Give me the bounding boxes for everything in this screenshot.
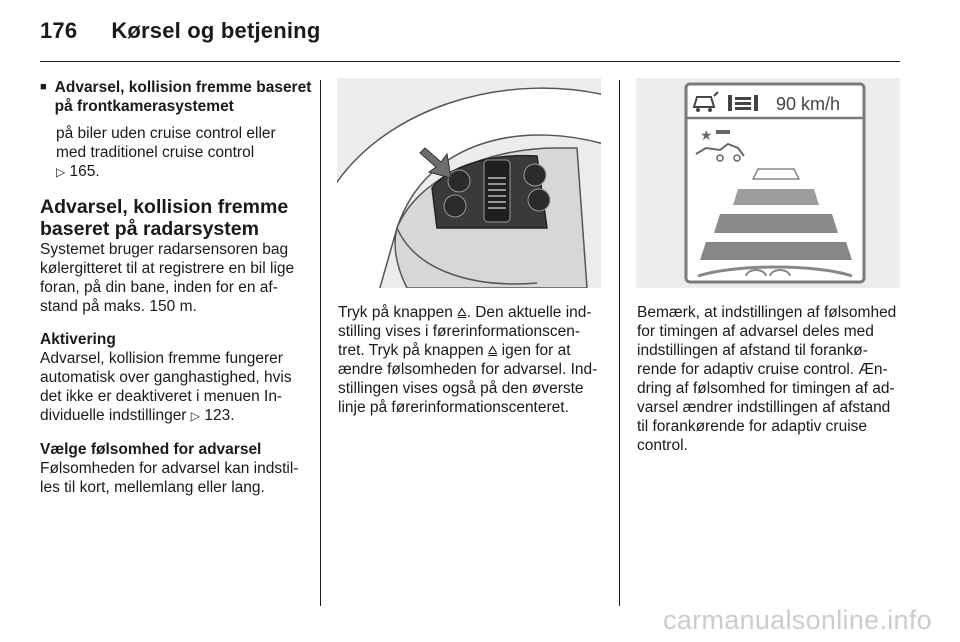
- text-line: rende for adaptiv cruise control. Æn-: [637, 361, 888, 378]
- reference-page[interactable]: 123.: [204, 407, 235, 424]
- text-line: indstillingen af afstand til forankø-: [637, 342, 868, 359]
- steering-wheel-illustration: [337, 78, 601, 288]
- intro-paragraph: [40, 240, 312, 316]
- text-line: det ikke er deaktiveret i menuen In-: [40, 388, 283, 405]
- speed-readout: 90 km/h: [776, 94, 841, 114]
- text-line: control.: [637, 437, 688, 454]
- activation-paragraph: [40, 349, 312, 426]
- column-3-text: [637, 303, 917, 455]
- text-line: Bemærk, at indstillingen af følsomhed: [637, 304, 897, 321]
- text-line: dring af følsomhed for timingen af ad-: [637, 380, 895, 397]
- bullet-title: Advarsel, kollision fremme baseret på frontkamerasystemet: [54, 79, 312, 115]
- triangle-right-icon: ▷: [190, 409, 201, 423]
- page-reference[interactable]: [56, 162, 312, 182]
- page-number: 176: [40, 18, 78, 43]
- sensitivity-paragraph: [40, 459, 312, 497]
- text-fragment: dividuelle indstillinger: [40, 407, 187, 424]
- text-line: for timingen af advarsel deles med: [637, 323, 874, 340]
- text-line: Tryk på knappen ⩠. Den aktuelle ind-: [338, 304, 592, 321]
- column-1: [40, 78, 312, 497]
- text-line: stilling vises i førerinformationscen-: [338, 323, 581, 340]
- driver-info-display-illustration: [636, 78, 900, 288]
- sensitivity-heading: Vælge følsomhed for advarsel: [40, 441, 262, 458]
- text-line: til forankørende for adaptiv cruise: [637, 418, 868, 435]
- text-line-with-reference: [40, 406, 312, 426]
- triangle-right-icon: ▷: [56, 165, 66, 179]
- page-title: Kørsel og betjening: [111, 18, 321, 43]
- column-2-text: [338, 303, 610, 417]
- square-bullet-icon: ■: [40, 81, 47, 93]
- svg-text:★: ★: [700, 127, 713, 143]
- header-rule: [40, 61, 900, 62]
- text-line: linje på førerinformationscenteret.: [338, 399, 569, 416]
- text-line: Følsomheden for advarsel kan indstil-: [40, 460, 299, 477]
- text-line: varsel ændrer indstillingen af afstand: [637, 399, 891, 416]
- page-header: [40, 18, 320, 44]
- section-title-line: Advarsel, kollision fremme: [40, 196, 289, 218]
- text-line: automatisk over ganghastighed, hvis: [40, 369, 292, 386]
- section-title: [40, 196, 312, 240]
- text-line: på biler uden cruise control eller: [56, 125, 276, 142]
- text-line: kølergitteret til at registrere en bil lige: [40, 260, 295, 277]
- text-line: ændre følsomheden for advarsel. Ind-: [338, 361, 598, 378]
- text-line: stand på maks. 150 m.: [40, 298, 197, 315]
- steering-wheel-figure: [337, 78, 601, 288]
- text-line: stillingen vises også på den øverste: [338, 380, 584, 397]
- text-line: tret. Tryk på knappen ⩠ igen for at: [338, 342, 571, 359]
- activation-heading: Aktivering: [40, 331, 116, 348]
- bullet-body: [40, 124, 312, 182]
- column-divider-1: [320, 80, 321, 606]
- site-watermark: carmanualsonline.info: [663, 605, 932, 635]
- bullet-heading: [40, 78, 312, 116]
- text-line: les til kort, mellemlang eller lang.: [40, 479, 265, 496]
- text-line: foran, på din bane, inden for en af-: [40, 279, 278, 296]
- column-divider-2: [619, 80, 620, 606]
- text-line: med traditionel cruise control: [56, 144, 255, 161]
- text-line: Systemet bruger radarsensoren bag: [40, 241, 289, 258]
- driver-info-display-figure: [636, 78, 900, 288]
- section-title-line: baseret på radarsystem: [40, 218, 259, 240]
- text-line: Advarsel, kollision fremme fungerer: [40, 350, 283, 367]
- reference-page: 165.: [69, 163, 100, 180]
